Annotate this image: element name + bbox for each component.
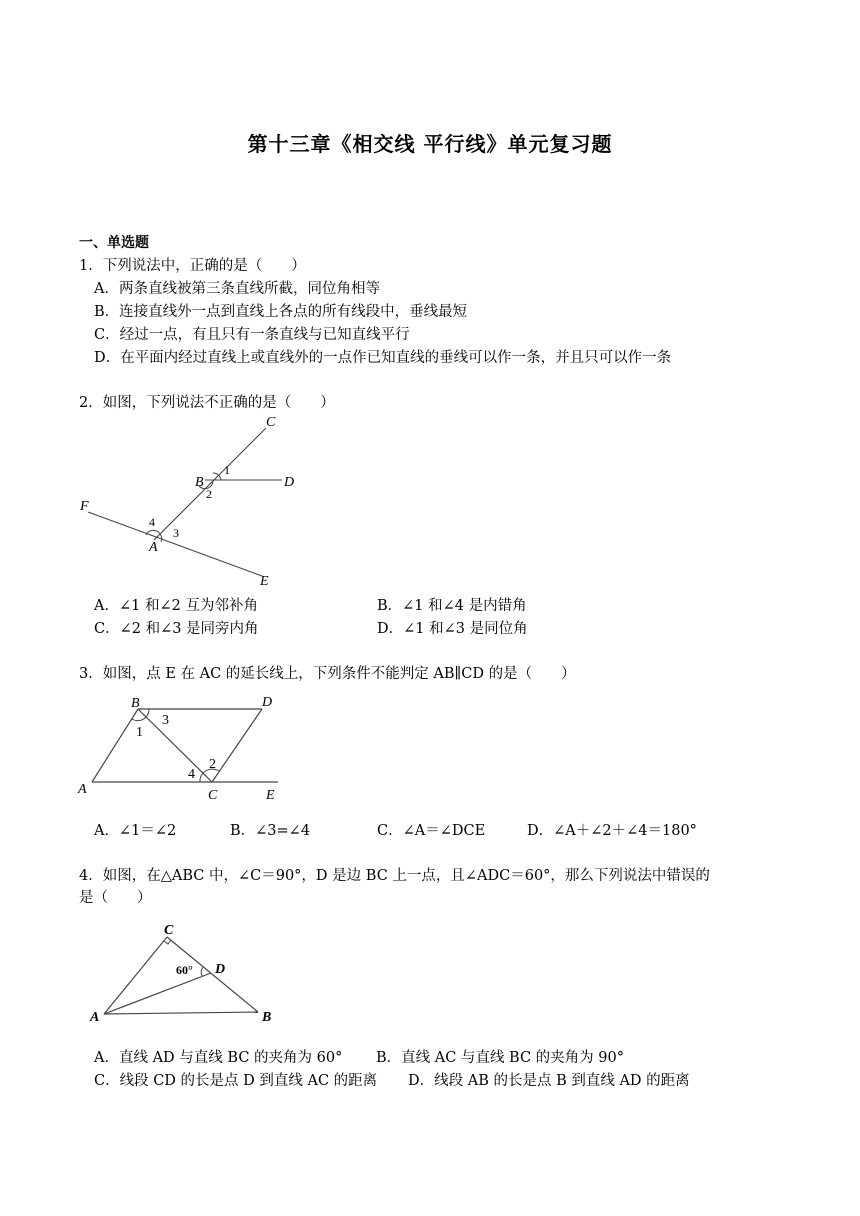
label-angle-4: 4 [188,767,195,782]
question-1-option-d: D．在平面内经过直线上或直线外的一点作已知直线的垂线可以作一条，并且只可以作一条 [94,350,672,366]
question-4-option-c: C．线段 CD 的长是点 D 到直线 AC 的距离 [94,1073,378,1089]
label-angle-2: 2 [209,757,216,772]
question-2-option-c: C．∠2 和∠3 是同旁内角 [94,621,259,637]
label-c: C [266,415,276,430]
label-a: A [149,540,158,555]
question-4-option-d: D．线段 AB 的长是点 B 到直线 AD 的距离 [408,1073,690,1089]
label-c: C [208,788,218,803]
question-4-option-a: A．直线 AD 与直线 BC 的夹角为 60° [94,1050,343,1066]
label-d: D [284,475,295,490]
label-angle-2: 2 [206,487,212,501]
label-angle-60: 60° [176,963,193,977]
question-2-stem: 2．如图，下列说法不正确的是（ ） [79,395,335,411]
label-b: B [262,1010,272,1025]
label-b: B [131,696,140,711]
label-angle-3: 3 [162,713,169,728]
label-d: D [262,695,273,710]
label-angle-4: 4 [149,515,155,529]
label-a: A [90,1010,100,1025]
label-angle-1: 1 [136,725,143,740]
label-e: E [266,788,275,803]
section-heading: 一、单选题 [79,235,149,251]
question-3-option-a: A．∠1＝∠2 [94,823,177,839]
question-4-option-b: B．直线 AC 与直线 BC 的夹角为 90° [376,1050,624,1066]
question-4-stem-line-1: 4．如图，在△ABC 中，∠C＝90°，D 是边 BC 上一点，且∠ADC＝60°，那么下列说法中错误的 [79,868,710,884]
question-3-option-d: D．∠A＋∠2＋∠4＝180° [527,823,697,839]
question-1-option-b: B．连接直线外一点到直线上各点的所有线段中，垂线最短 [94,304,468,320]
question-1-stem: 1．下列说法中，正确的是（ ） [79,258,306,274]
label-d: D [215,962,226,977]
label-f: F [80,499,89,514]
question-3-option-b: B．∠3=∠4 [230,823,311,839]
right-angle-mark [164,940,171,944]
label-c: C [164,923,174,938]
label-a: A [78,782,87,797]
question-2-option-a: A．∠1 和∠2 互为邻补角 [94,598,258,614]
label-e: E [260,574,269,589]
question-3-stem: 3．如图，点 E 在 AC 的延长线上，下列条件不能判定 AB∥CD 的是（ ） [79,666,576,682]
question-1-option-c: C．经过一点，有且只有一条直线与已知直线平行 [94,327,410,343]
question-1-option-a: A．两条直线被第三条直线所截，同位角相等 [94,281,380,297]
angle-adc-arc [201,967,203,976]
question-4-stem-line-2: 是（ ） [79,890,152,906]
label-b: B [195,475,204,490]
question-2-option-d: D．∠1 和∠3 是同位角 [377,621,528,637]
segment-ab [104,1012,258,1014]
question-2-option-b: B．∠1 和∠4 是内错角 [377,598,527,614]
label-angle-1: 1 [224,463,230,477]
label-angle-3: 3 [173,526,179,540]
page-title: 第十三章《相交线 平行线》单元复习题 [247,132,613,156]
question-3-option-c: C．∠A＝∠DCE [377,823,486,839]
